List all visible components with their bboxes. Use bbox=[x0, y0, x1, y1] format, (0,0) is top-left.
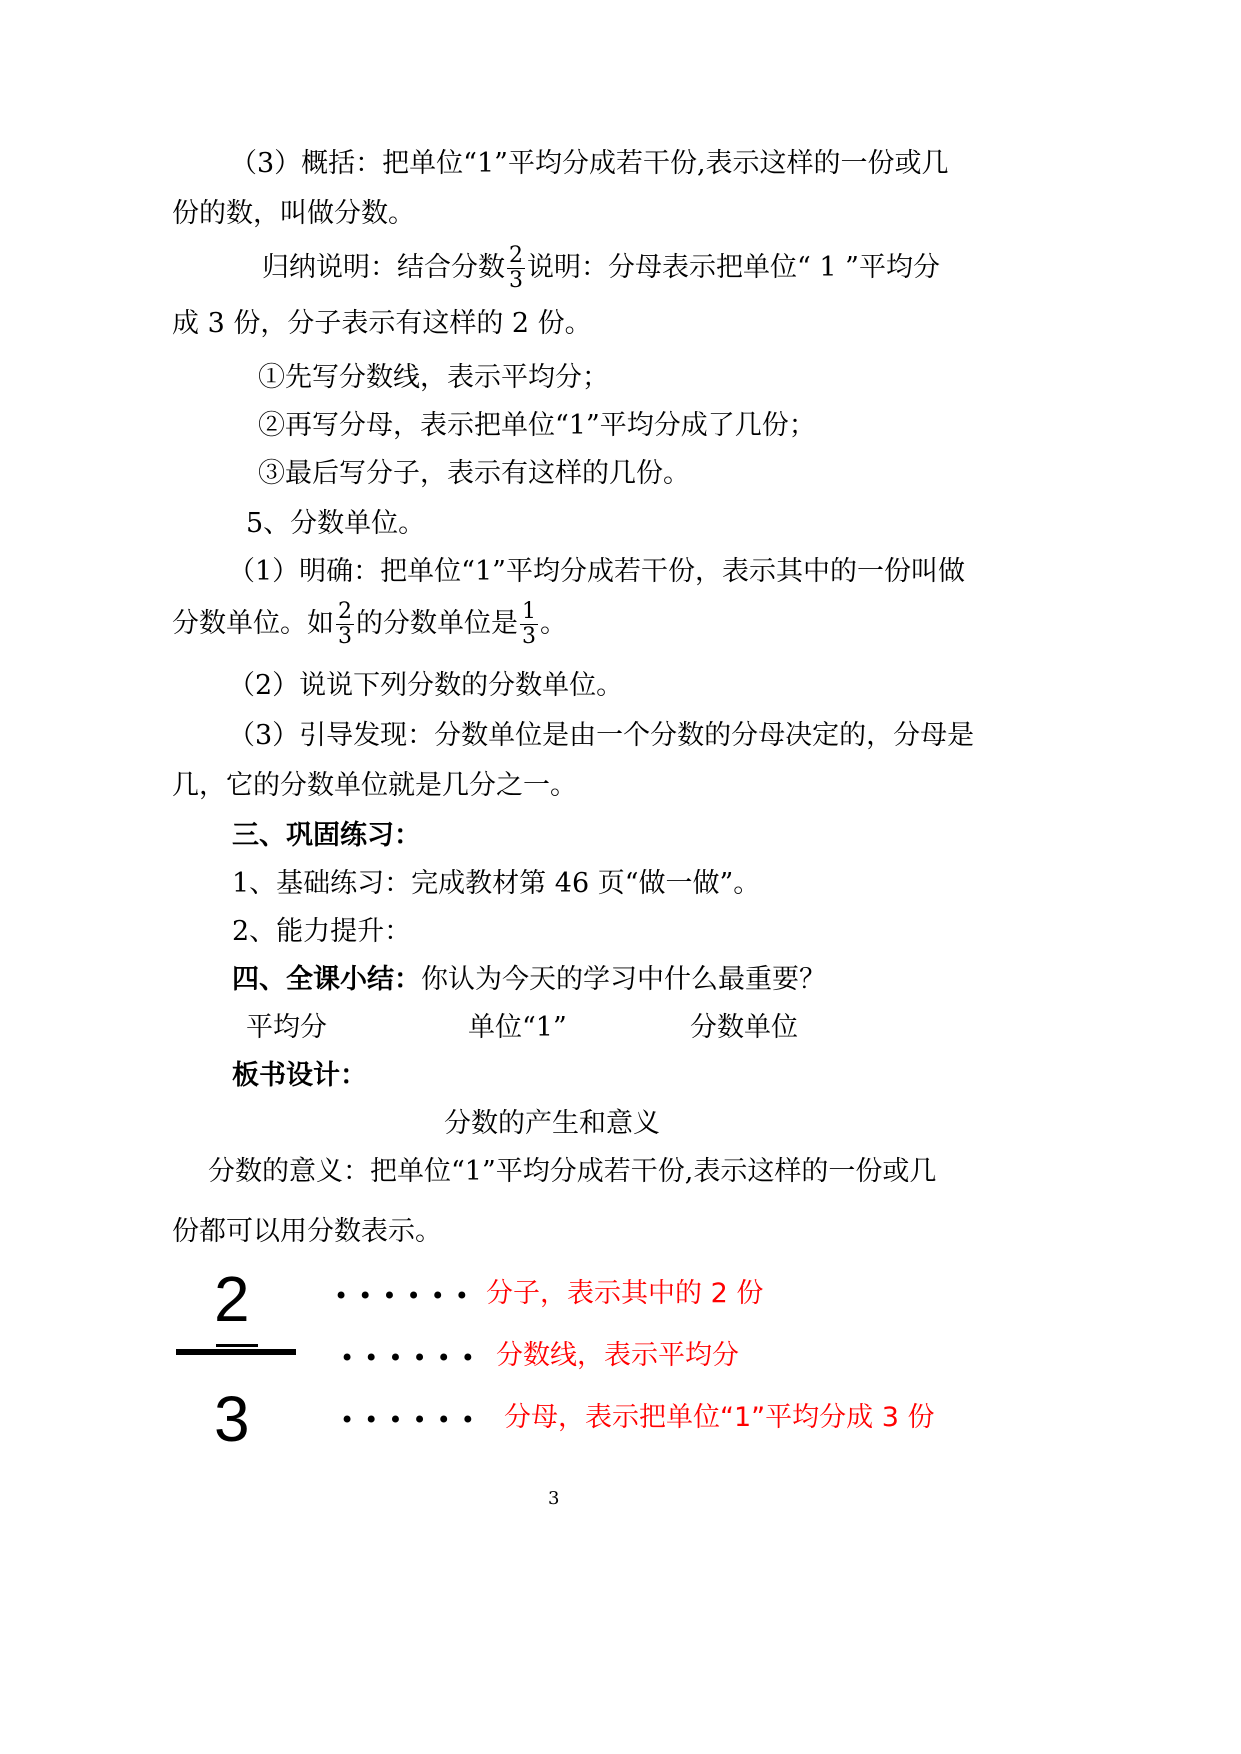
paragraph-define-line2 bbox=[172, 600, 567, 649]
diagram-label-denominator: 分母，表示把单位“1”平均分成 3 份 bbox=[504, 1402, 935, 1433]
summary-heading-bold: 四、全课小结： bbox=[232, 964, 421, 995]
exercise-1: 1、基础练习：完成教材第 46 页“做一做”。 bbox=[232, 868, 761, 899]
page-number: 3 bbox=[548, 1488, 560, 1509]
paragraph-discover-line2: 几，它的分数单位就是几分之一。 bbox=[172, 770, 577, 801]
fraction-two-thirds bbox=[336, 600, 354, 649]
fraction-numerator: 1 bbox=[522, 599, 536, 624]
paragraph-summary-line1: （3）概括：把单位“1”平均分成若干份,表示这样的一份或几 bbox=[230, 148, 949, 179]
define-text-post: 。 bbox=[540, 608, 567, 639]
exercise-2: 2、能力提升： bbox=[232, 916, 412, 947]
step-3: ③最后写分子，表示有这样的几份。 bbox=[258, 458, 690, 489]
diagram-dots-denominator: •••••• bbox=[340, 1406, 485, 1434]
fraction-numerator: 2 bbox=[509, 243, 523, 268]
fraction-denominator: 3 bbox=[509, 268, 523, 293]
define-text-mid: 的分数单位是 bbox=[356, 608, 518, 639]
diagram-numerator: 2 bbox=[214, 1263, 250, 1335]
diagram-dots-numerator: •••••• bbox=[334, 1282, 479, 1310]
keyword-unit-one: 单位“1” bbox=[468, 1012, 567, 1043]
meaning-line2: 份都可以用分数表示。 bbox=[172, 1216, 442, 1247]
paragraph-induction-line2: 成 3 份，分子表示有这样的 2 份。 bbox=[172, 308, 592, 339]
paragraph-induction-line1 bbox=[262, 244, 940, 293]
define-text-pre: 分数单位。如 bbox=[172, 608, 334, 639]
fraction-two-thirds bbox=[507, 244, 525, 293]
diagram-fraction-line bbox=[176, 1349, 296, 1355]
diagram-fraction-line-accent bbox=[216, 1344, 258, 1347]
diagram-dots-line: •••••• bbox=[340, 1344, 485, 1372]
board-design-heading: 板书设计： bbox=[232, 1060, 367, 1091]
summary-question: 你认为今天的学习中什么最重要？ bbox=[421, 964, 826, 995]
diagram-label-numerator: 分子，表示其中的 2 份 bbox=[486, 1278, 764, 1309]
paragraph-say-units: （2）说说下列分数的分数单位。 bbox=[228, 670, 624, 701]
section-heading-practice: 三、巩固练习： bbox=[232, 820, 421, 851]
diagram-label-line: 分数线，表示平均分 bbox=[496, 1340, 739, 1371]
fraction-numerator: 2 bbox=[338, 599, 352, 624]
paragraph-define-line1: （1）明确：把单位“1”平均分成若干份，表示其中的一份叫做 bbox=[228, 556, 965, 587]
section-heading-summary bbox=[232, 962, 826, 998]
induction-text-post: 说明：分母表示把单位“ 1 ”平均分 bbox=[527, 252, 940, 283]
fraction-denominator: 3 bbox=[522, 624, 536, 649]
paragraph-discover-line1: （3）引导发现：分数单位是由一个分数的分母决定的，分母是 bbox=[228, 720, 975, 751]
keyword-average: 平均分 bbox=[246, 1012, 327, 1043]
diagram-denominator: 3 bbox=[214, 1383, 250, 1455]
induction-text-pre: 归纳说明：结合分数 bbox=[262, 252, 505, 283]
fraction-one-third bbox=[520, 600, 538, 649]
board-title: 分数的产生和意义 bbox=[444, 1108, 660, 1139]
fraction-denominator: 3 bbox=[338, 624, 352, 649]
paragraph-summary-line2: 份的数，叫做分数。 bbox=[172, 198, 415, 229]
step-1: ①先写分数线，表示平均分； bbox=[258, 362, 609, 393]
step-2: ②再写分母，表示把单位“1”平均分成了几份； bbox=[258, 410, 816, 441]
keyword-fraction-unit: 分数单位 bbox=[690, 1012, 798, 1043]
meaning-line1: 分数的意义：把单位“1”平均分成若干份,表示这样的一份或几 bbox=[208, 1156, 937, 1187]
heading-fraction-unit: 5、分数单位。 bbox=[246, 508, 426, 539]
